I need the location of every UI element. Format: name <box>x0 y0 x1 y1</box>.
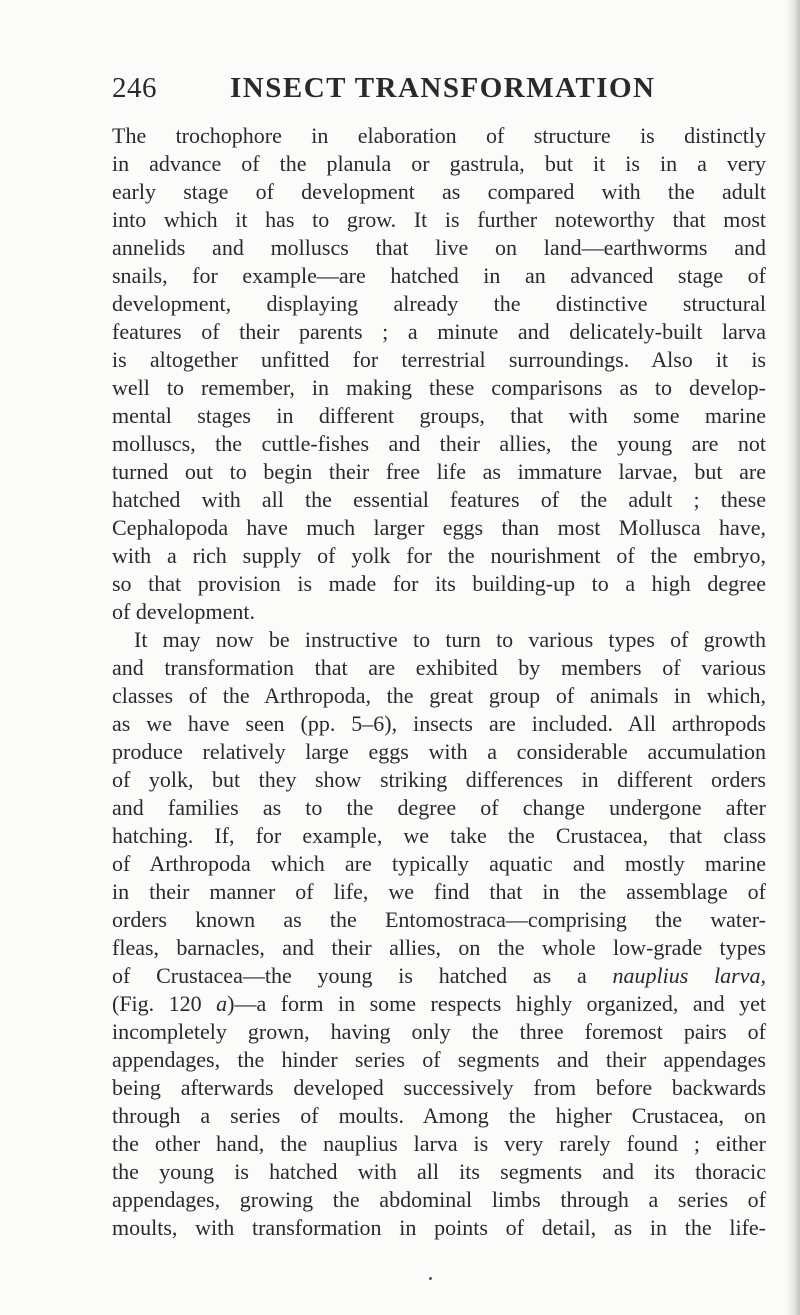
text-line: The trochophore in elaboration of structure is distinctly <box>112 123 766 148</box>
text-line: annelids and molluscs that live on land—earthworms and <box>112 235 766 260</box>
text-line: It may now be instructive to turn to various types of growth <box>134 627 766 652</box>
text-line: appendages, the hinder series of segments and their appendages <box>112 1047 766 1072</box>
text-line: through a series of moults. Among the higher Crustacea, on <box>112 1103 766 1128</box>
text-line: incompletely grown, having only the three foremost pairs of <box>112 1019 766 1044</box>
text-line: snails, for example—are hatched in an advanced stage of <box>112 263 766 288</box>
text-line: features of their parents ; a minute and delicately-built larva <box>112 319 766 344</box>
text-line: and transformation that are exhibited by members of various <box>112 655 766 680</box>
text-line: into which it has to grow. It is further noteworthy that most <box>112 207 766 232</box>
text-line: appendages, growing the abdominal limbs through a series of <box>112 1187 766 1212</box>
text-line: early stage of development as compared with the adult <box>112 179 766 204</box>
text-line: fleas, barnacles, and their allies, on the whole low-grade types <box>112 935 766 960</box>
text-line: so that provision is made for its building-up to a high degree <box>112 571 766 596</box>
text-line: in advance of the planula or gastrula, but it is in a very <box>112 151 766 176</box>
page-edge-shadow <box>786 0 800 1315</box>
paren-close: ) <box>227 991 235 1016</box>
text-line: the young is hatched with all its segments and its thoracic <box>112 1159 766 1184</box>
text-line: development, displaying already the distinctive structural <box>112 291 766 316</box>
print-speck <box>429 1277 432 1280</box>
text-line: moults, with transformation in points of detail, as in the life- <box>112 1215 766 1240</box>
text-line: Cephalopoda have much larger eggs than most Mollusca have, <box>112 515 766 540</box>
running-head: INSECT TRANSFORMATION <box>230 72 656 104</box>
text-line: orders known as the Entomostraca—comprising the water- <box>112 907 766 932</box>
figure-letter: a <box>216 991 228 1016</box>
text-line-mixed <box>112 962 766 990</box>
text-segment: of Crustacea—the young is hatched as a <box>112 963 587 988</box>
text-line: classes of the Arthropoda, the great group of animals in which, <box>112 683 766 708</box>
text-segment: (Fig. 120 <box>112 991 202 1016</box>
text-line: the other hand, the nauplius larva is very rarely found ; either <box>112 1131 766 1156</box>
text-line: with a rich supply of yolk for the nourishment of the embryo, <box>112 543 766 568</box>
text-line: is altogether unfitted for terrestrial surroundings. Also it is <box>112 347 766 372</box>
text-line: of Arthropoda which are typically aquatic and mostly marine <box>112 851 766 876</box>
text-line: mental stages in different groups, that with some marine <box>112 403 766 428</box>
text-segment: —a form in some respects highly organized, and yet <box>234 991 766 1016</box>
text-line: as we have seen (pp. 5–6), insects are included. All arthropods <box>112 711 766 736</box>
text-line: turned out to begin their free life as immature larvae, but are <box>112 459 766 484</box>
page-header <box>112 72 672 112</box>
page-number: 246 <box>112 72 157 104</box>
text-line: hatched with all the essential features of the adult ; these <box>112 487 766 512</box>
text-line-mixed <box>112 990 766 1018</box>
text-line: of development. <box>112 599 255 624</box>
body-text <box>112 122 766 1242</box>
text-line: well to remember, in making these comparisons as to develop- <box>112 375 766 400</box>
text-line: being afterwards developed successively from before backwards <box>112 1075 766 1100</box>
text-line: produce relatively large eggs with a considerable accumulation <box>112 739 766 764</box>
text-line: and families as to the degree of change undergone after <box>112 795 766 820</box>
text-line: in their manner of life, we find that in the assemblage of <box>112 879 766 904</box>
text-line: of yolk, but they show striking differences in different orders <box>112 767 766 792</box>
italic-term: nauplius larva, <box>612 963 767 988</box>
text-line: molluscs, the cuttle-fishes and their allies, the young are not <box>112 431 766 456</box>
text-line: hatching. If, for example, we take the Crustacea, that class <box>112 823 766 848</box>
